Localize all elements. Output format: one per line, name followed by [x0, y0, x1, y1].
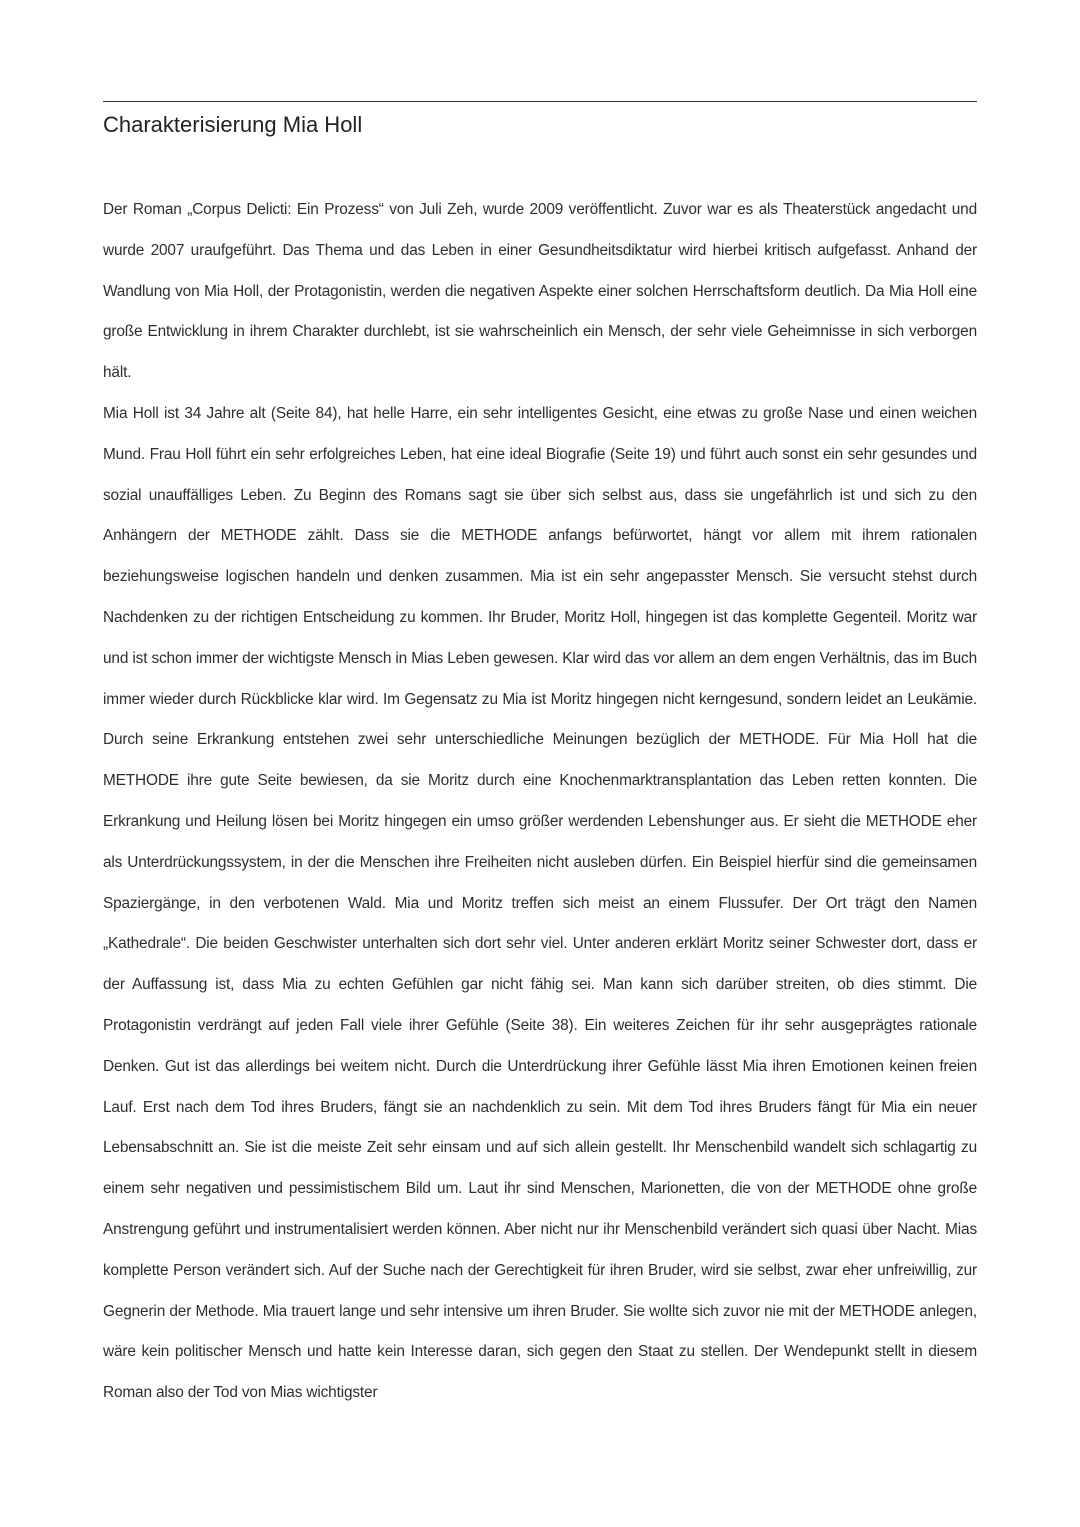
paragraph-intro: Der Roman „Corpus Delicti: Ein Prozess“ von Juli Zeh, wurde 2009 veröffentlicht. Zuvor war es als Theaterstück angedacht und wurde 2007 uraufgeführt. Das Thema und das Leben in einer Gesundheitsdiktatur wird hierbei kritisch aufgefasst. Anhand der Wandlung von Mia Holl, der Protagonistin, werden die negativen Aspekte einer solchen Herrschaftsform deutlich. Da Mia Holl eine große Entwicklung in ihrem Charakter durchlebt, ist sie wahrscheinlich ein Mensch, der sehr viele Geheimnisse in sich verborgen hält.	[103, 201, 977, 382]
document-title: Charakterisierung Mia Holl	[103, 112, 363, 137]
document-page	[103, 0, 977, 1527]
header-rule	[103, 101, 977, 102]
document-body	[103, 190, 977, 1414]
paragraph-characterization: Mia Holl ist 34 Jahre alt (Seite 84), hat helle Harre, ein sehr intelligentes Gesicht, eine etwas zu große Nase und einen weichen Mund. Frau Holl führt ein sehr erfolgreiches Leben, hat eine ideal Biografie (Seite 19) und führt auch sonst ein sehr gesundes und sozial unauffälliges Leben. Zu Beginn des Romans sagt sie über sich selbst aus, dass sie ungefährlich ist und sich zu den Anhängern der METHODE zählt. Dass sie die METHODE anfangs befürwortet, hängt vor allem mit ihrem rationalen beziehungsweise logischen handeln und denken zusammen. Mia ist ein sehr angepasster Mensch. Sie versucht stehst durch Nachdenken zu der richtigen Entscheidung zu kommen. Ihr Bruder, Moritz Holl, hingegen ist das komplette Gegenteil. Moritz war und ist schon immer der wichtigste Mensch in Mias Leben gewesen. Klar wird das vor allem an dem engen Verhältnis, das im Buch immer wieder durch Rückblicke klar wird. Im Gegensatz zu Mia ist Moritz hingegen nicht kerngesund, sondern leidet an Leukämie. Durch seine Erkrankung entstehen zwei sehr unterschiedliche Meinungen bezüglich der METHODE. Für Mia Holl hat die METHODE ihre gute Seite bewiesen, da sie Moritz durch eine Knochenmarktransplantation das Leben retten konnten. Die Erkrankung und Heilung lösen bei Moritz hingegen ein umso größer werdenden Lebenshunger aus. Er sieht die METHODE eher als Unterdrückungssystem, in der die Menschen ihre Freiheiten nicht ausleben dürfen. Ein Beispiel hierfür sind die gemeinsamen Spaziergänge, in den verbotenen Wald. Mia und Moritz treffen sich meist an einem Flussufer. Der Ort trägt den Namen „Kathedrale“. Die beiden Geschwister unterhalten sich dort sehr viel. Unter anderen erklärt Moritz seiner Schwester dort, dass er der Auffassung ist, dass Mia zu echten Gefühlen gar nicht fähig sei. Man kann sich darüber streiten, ob dies stimmt. Die Protagonistin verdrängt auf jeden Fall viele ihrer Gefühle (Seite 38). Ein weiteres Zeichen für ihr sehr ausgeprägtes rationale Denken. Gut ist das allerdings bei weitem nicht. Durch die Unterdrückung ihrer Gefühle lässt Mia ihren Emotionen keinen freien Lauf. Erst nach dem Tod ihres Bruders, fängt sie an nachdenklich zu sein. Mit dem Tod ihres Bruders fängt für Mia ein neuer Lebensabschnitt an. Sie ist die meiste Zeit sehr einsam und auf sich allein gestellt. Ihr Menschenbild wandelt sich schlagartig zu einem sehr negativen und pessimistischem Bild um. Laut ihr sind Menschen, Marionetten, die von der METHODE ohne große Anstrengung geführt und instrumentalisiert werden können. Aber nicht nur ihr Menschenbild verändert sich quasi über Nacht. Mias komplette Person verändert sich. Auf der Suche nach der Gerechtigkeit für ihren Bruder, wird sie selbst, zwar eher unfreiwillig, zur Gegnerin der Methode. Mia trauert lange und sehr intensive um ihren Bruder. Sie wollte sich zuvor nie mit der METHODE anlegen, wäre kein politischer Mensch und hatte kein Interesse daran, sich gegen den Staat zu stellen. Der Wendepunkt stellt in diesem Roman also der Tod von Mias wichtigster	[103, 404, 977, 1402]
